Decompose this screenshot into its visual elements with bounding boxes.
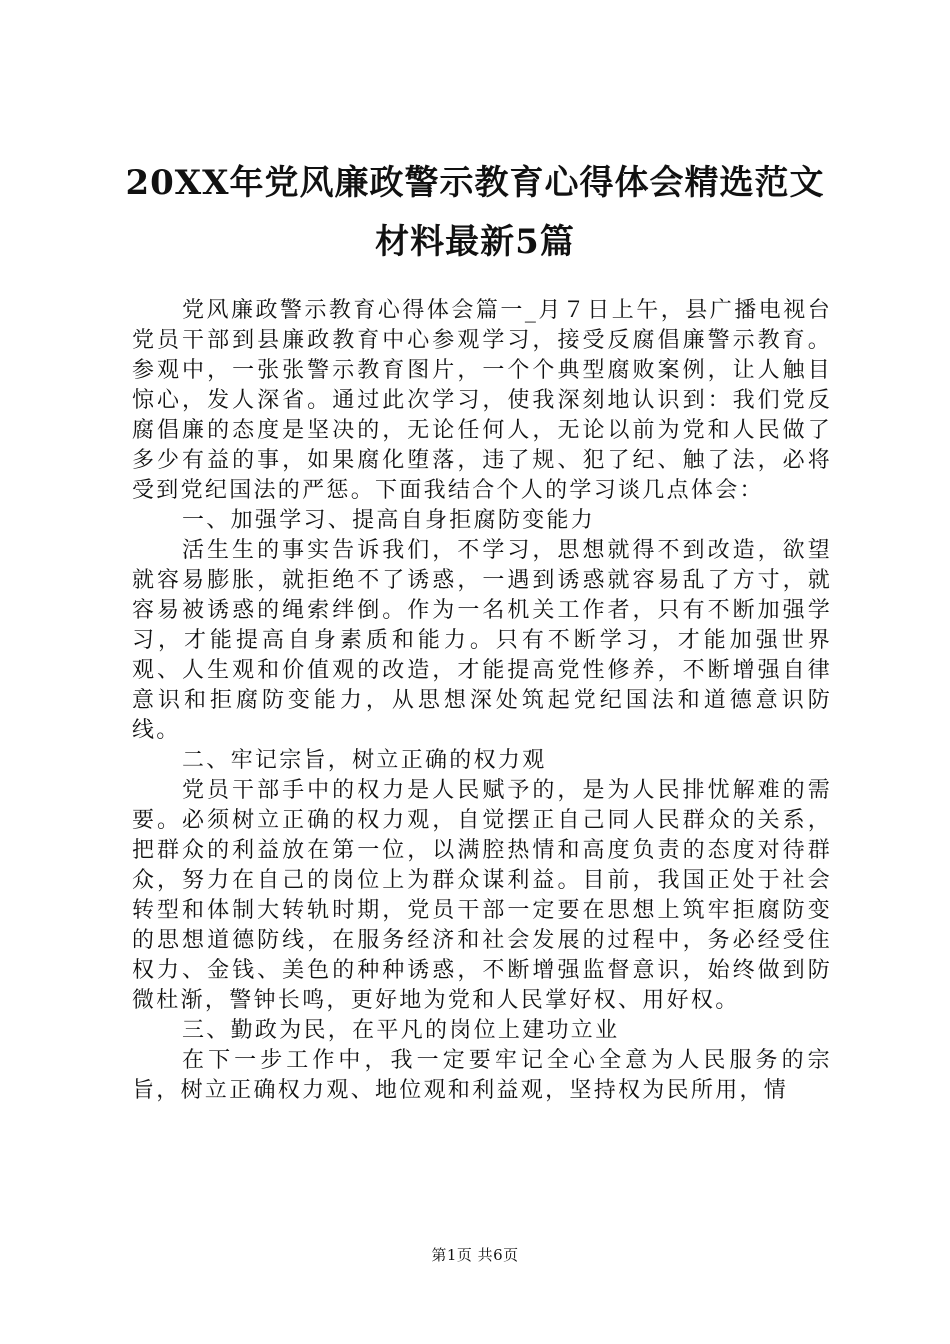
document-title-line-2: 材料最新5篇 [375, 222, 575, 262]
section-paragraph-3: 在下一步工作中，我一定要牢记全心全意为人民服务的宗旨，树立正确权力观、地位观和利益观，坚持权为民所用，情 [132, 1048, 832, 1103]
document-title-line-1: 20XX年党风廉政警示教育心得体会精选范文 [125, 163, 825, 203]
section-paragraph-1: 活生生的事实告诉我们，不学习，思想就得不到改造，欲望就容易膨胀，就拒绝不了诱惑，一遇到诱惑就容易乱了方寸，就容易被诱惑的绳索绊倒。作为一名机关工作者，只有不断加强学习，才能提高自身素质和能力。只有不断学习，才能加强世界观、人生观和价值观的改造，才能提高党性修养，不断增强自律意识和拒腐防变能力，从思想深处筑起党纪国法和道德意识防线。 [132, 538, 832, 743]
page-footer: 第1页 共6页 [431, 1246, 519, 1264]
section-heading-2: 二、牢记宗旨，树立正确的权力观 [182, 748, 547, 773]
section-heading-3: 三、勤政为民，在平凡的岗位上建功立业 [182, 1018, 620, 1043]
section-paragraph-2: 党员干部手中的权力是人民赋予的，是为人民排忧解难的需要。必须树立正确的权力观，自觉摆正自己同人民群众的关系，把群众的利益放在第一位，以满腔热情和高度负责的态度对待群众，努力在自己的岗位上为群众谋利益。目前，我国正处于社会转型和体制大转轨时期，党员干部一定要在思想上筑牢拒腐防变的思想道德防线，在服务经济和社会发展的过程中，务必经受住权力、金钱、美色的种种诱惑，不断增强监督意识，始终做到防微杜渐，警钟长鸣，更好地为党和人民掌好权、用好权。 [132, 778, 832, 1013]
document-body [132, 296, 832, 1106]
intro-paragraph: 党风廉政警示教育心得体会篇一_月７日上午，县广播电视台党员干部到县廉政教育中心参观学习，接受反腐倡廉警示教育。参观中，一张张警示教育图片，一个个典型腐败案例，让人触目惊心，发人深省。通过此次学习，使我深刻地认识到：我们党反腐倡廉的态度是坚决的，无论任何人，无论以前为党和人民做了多少有益的事，如果腐化堕落，违了规、犯了纪、触了法，必将受到党纪国法的严惩。下面我结合个人的学习谈几点体会： [132, 298, 832, 503]
section-heading-1: 一、加强学习、提高自身拒腐防变能力 [182, 508, 596, 533]
